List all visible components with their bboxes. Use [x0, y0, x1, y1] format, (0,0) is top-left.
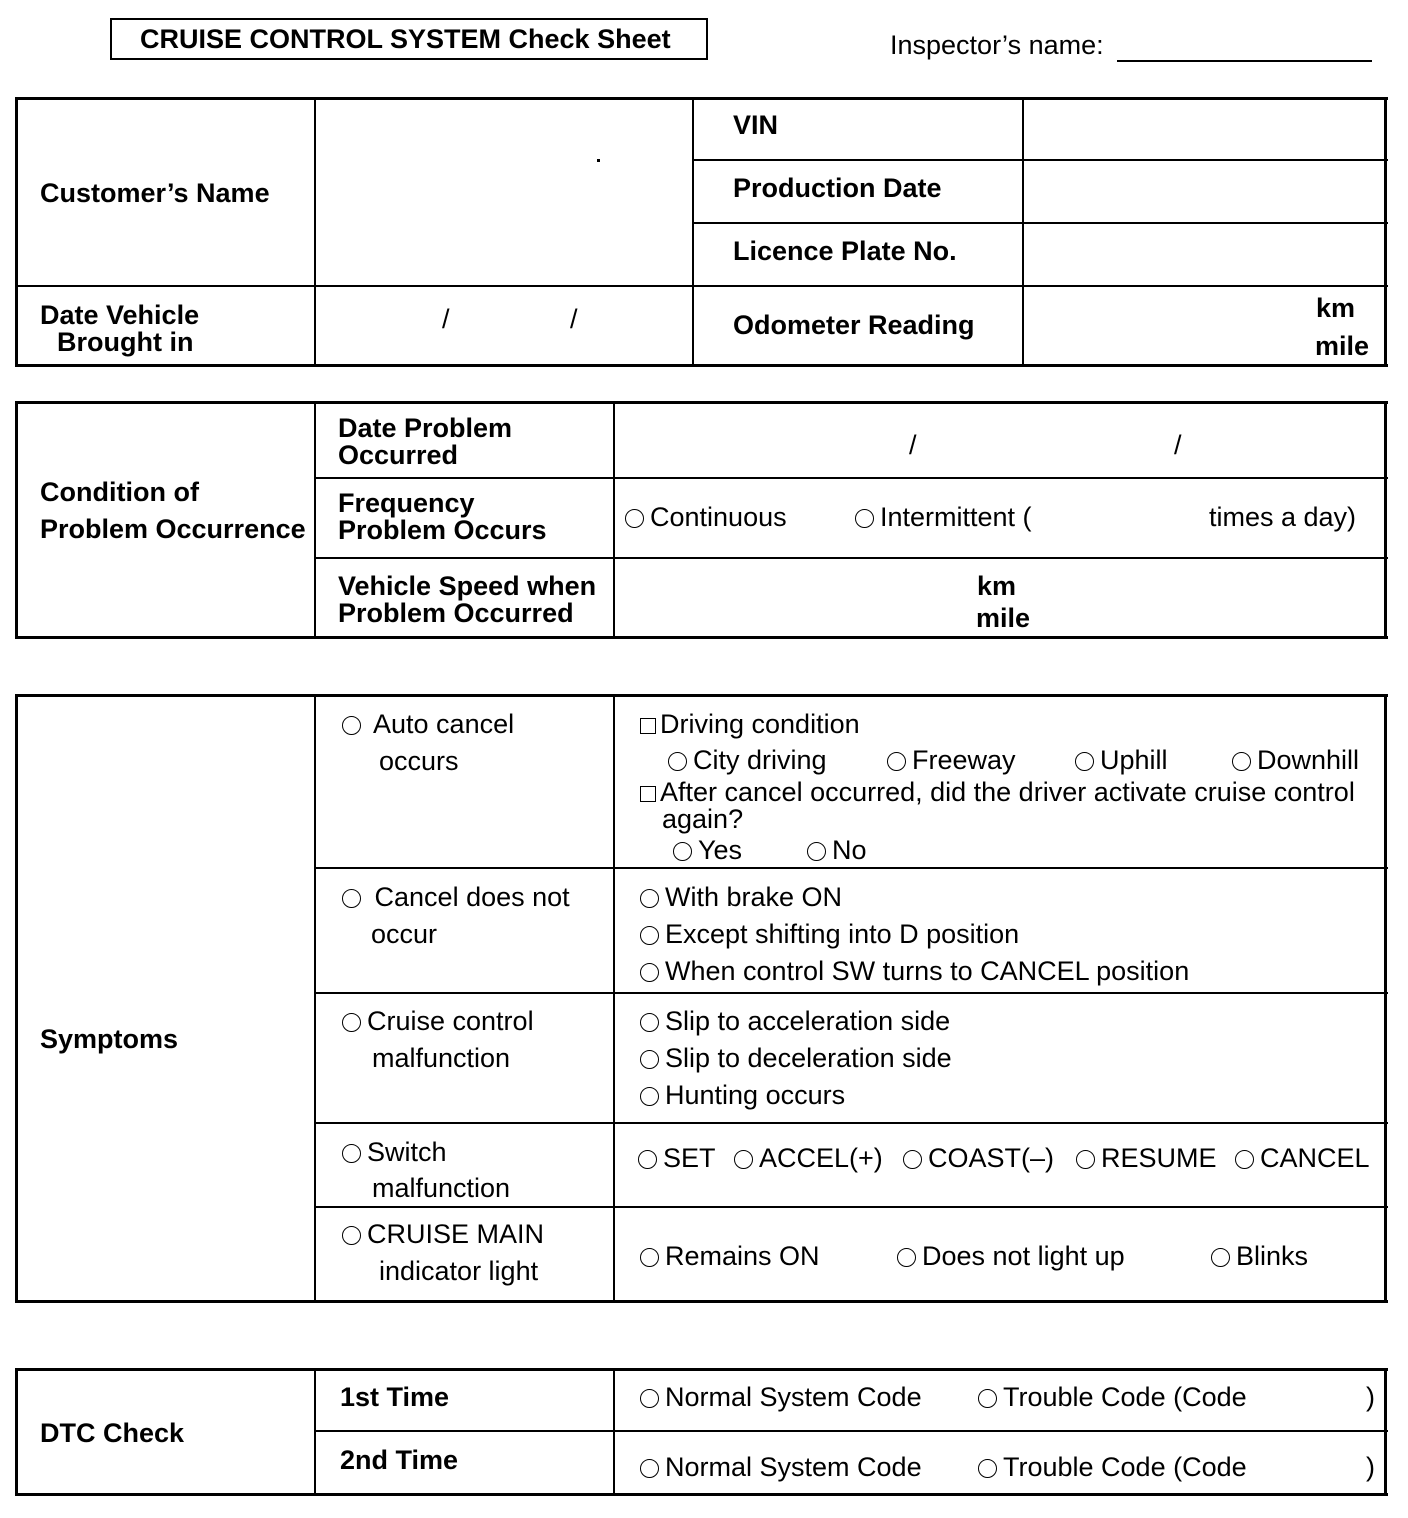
date-problem-label-2: Occurred	[338, 440, 459, 470]
radio-circle-icon	[734, 1150, 753, 1169]
licence-plate-label: Licence Plate No.	[733, 236, 957, 266]
condition-label-2: Problem Occurrence	[40, 514, 306, 544]
customer-name-label: Customer’s Name	[40, 178, 270, 208]
with-brake-option[interactable]: With brake ON	[640, 883, 842, 911]
radio-circle-icon	[1211, 1248, 1230, 1267]
switch-malfunction-option[interactable]: Switch	[342, 1138, 447, 1166]
radio-circle-icon	[668, 752, 687, 771]
first-trouble-code-field[interactable]	[1270, 1378, 1365, 1423]
radio-circle-icon	[342, 1144, 361, 1163]
radio-circle-icon	[897, 1248, 916, 1267]
date-brought-in-field[interactable]	[318, 289, 690, 362]
odometer-label: Odometer Reading	[733, 310, 975, 340]
customer-name-field[interactable]	[318, 102, 690, 283]
remains-on-option[interactable]: Remains ON	[640, 1242, 820, 1270]
odometer-field[interactable]	[1026, 289, 1306, 362]
date-brought-in-separator-1: /	[442, 304, 450, 334]
switch-resume-option[interactable]: RESUME	[1076, 1144, 1217, 1172]
malfunction-option[interactable]: Cruise control	[342, 1007, 534, 1035]
times-per-day-field[interactable]	[1050, 495, 1200, 540]
second-normal-code-option[interactable]: Normal System Code	[640, 1453, 922, 1481]
date-problem-separator-2: /	[1174, 430, 1182, 460]
reactivate-checkbox[interactable]: After cancel occurred, did the driver activate cruise control	[640, 778, 1355, 806]
checkbox-square-icon	[640, 786, 656, 802]
radio-circle-icon	[640, 1459, 659, 1478]
radio-circle-icon	[640, 1389, 659, 1408]
radio-circle-icon	[342, 1226, 361, 1245]
second-close-paren: )	[1366, 1452, 1375, 1482]
blinks-option[interactable]: Blinks	[1211, 1242, 1308, 1270]
date-problem-separator-1: /	[909, 430, 917, 460]
radio-circle-icon	[1235, 1150, 1254, 1169]
cancel-not-occur-label-2: occur	[371, 919, 438, 949]
switch-coast-option[interactable]: COAST(–)	[903, 1144, 1054, 1172]
page-title: CRUISE CONTROL SYSTEM Check Sheet	[140, 24, 671, 54]
radio-circle-icon	[342, 889, 361, 908]
except-shifting-option[interactable]: Except shifting into D position	[640, 920, 1019, 948]
indicator-light-label-2: indicator light	[379, 1256, 539, 1286]
inspector-name-field[interactable]	[1117, 60, 1372, 62]
condition-label-1: Condition of	[40, 477, 199, 507]
licence-plate-field[interactable]	[1026, 226, 1382, 283]
production-date-label: Production Date	[733, 173, 942, 203]
hunting-option[interactable]: Hunting occurs	[640, 1081, 845, 1109]
cancel-not-occur-option[interactable]: Cancel does not	[342, 883, 570, 911]
radio-circle-icon	[640, 963, 659, 982]
slip-deceleration-option[interactable]: Slip to deceleration side	[640, 1044, 952, 1072]
radio-circle-icon	[625, 509, 644, 528]
times-a-day-label: times a day)	[1209, 502, 1357, 532]
frequency-label-2: Problem Occurs	[338, 515, 547, 545]
yes-option[interactable]: Yes	[673, 836, 742, 864]
indicator-light-option[interactable]: CRUISE MAIN	[342, 1220, 544, 1248]
inspector-name-label: Inspector’s name:	[890, 30, 1104, 60]
radio-circle-icon	[673, 842, 692, 861]
second-trouble-code-field[interactable]	[1270, 1446, 1365, 1491]
radio-circle-icon	[1232, 752, 1251, 771]
speed-unit-km: km	[977, 571, 1017, 601]
speed-label-2: Problem Occurred	[338, 598, 574, 628]
freeway-option[interactable]: Freeway	[887, 746, 1016, 774]
radio-circle-icon	[978, 1389, 997, 1408]
auto-cancel-option[interactable]: Auto cancel	[342, 710, 514, 738]
radio-circle-icon	[640, 889, 659, 908]
date-problem-field[interactable]	[617, 405, 1382, 475]
driving-condition-checkbox[interactable]: Driving condition	[640, 710, 860, 738]
date-brought-in-label-1: Date Vehicle	[40, 300, 200, 330]
symptoms-label: Symptoms	[40, 1024, 179, 1054]
uphill-option[interactable]: Uphill	[1075, 746, 1168, 774]
first-normal-code-option[interactable]: Normal System Code	[640, 1383, 922, 1411]
dtc-first-time-label: 1st Time	[340, 1382, 450, 1412]
switch-cancel-option[interactable]: CANCEL	[1235, 1144, 1370, 1172]
switch-set-option[interactable]: SET	[638, 1144, 716, 1172]
speed-unit-mile: mile	[976, 603, 1031, 633]
radio-circle-icon	[638, 1150, 657, 1169]
city-driving-option[interactable]: City driving	[668, 746, 827, 774]
second-trouble-code-option[interactable]: Trouble Code (Code	[978, 1453, 1247, 1481]
stray-mark	[597, 159, 600, 162]
malfunction-label-2: malfunction	[372, 1043, 511, 1073]
radio-circle-icon	[640, 1087, 659, 1106]
first-close-paren: )	[1366, 1382, 1375, 1412]
continuous-option[interactable]: Continuous	[625, 503, 787, 531]
radio-circle-icon	[640, 1248, 659, 1267]
checkbox-square-icon	[640, 718, 656, 734]
vin-label: VIN	[733, 110, 779, 140]
first-trouble-code-option[interactable]: Trouble Code (Code	[978, 1383, 1247, 1411]
vin-field[interactable]	[1026, 102, 1382, 157]
slip-acceleration-option[interactable]: Slip to acceleration side	[640, 1007, 950, 1035]
speed-field[interactable]	[617, 561, 967, 634]
production-date-field[interactable]	[1026, 163, 1382, 220]
odometer-unit-km: km	[1316, 293, 1356, 323]
downhill-option[interactable]: Downhill	[1232, 746, 1359, 774]
radio-circle-icon	[640, 1013, 659, 1032]
radio-circle-icon	[1076, 1150, 1095, 1169]
switch-malfunction-label-2: malfunction	[372, 1173, 511, 1203]
speed-label-1: Vehicle Speed when	[338, 571, 597, 601]
radio-circle-icon	[342, 716, 361, 735]
frequency-label-1: Frequency	[338, 488, 475, 518]
radio-circle-icon	[1075, 752, 1094, 771]
radio-circle-icon	[342, 1013, 361, 1032]
radio-circle-icon	[978, 1459, 997, 1478]
auto-cancel-label-2: occurs	[379, 746, 459, 776]
no-option[interactable]: No	[807, 836, 867, 864]
odometer-unit-mile: mile	[1315, 331, 1370, 361]
dtc-second-time-label: 2nd Time	[340, 1445, 459, 1475]
date-brought-in-separator-2: /	[570, 304, 578, 334]
control-sw-cancel-option[interactable]: When control SW turns to CANCEL position	[640, 957, 1189, 985]
intermittent-option[interactable]: Intermittent (	[855, 503, 1032, 531]
does-not-light-option[interactable]: Does not light up	[897, 1242, 1125, 1270]
radio-circle-icon	[807, 842, 826, 861]
radio-circle-icon	[887, 752, 906, 771]
reactivate-label-2: again?	[662, 804, 744, 834]
date-brought-in-label-2: Brought in	[57, 327, 194, 357]
date-problem-label-1: Date Problem	[338, 413, 513, 443]
radio-circle-icon	[903, 1150, 922, 1169]
switch-accel-option[interactable]: ACCEL(+)	[734, 1144, 883, 1172]
radio-circle-icon	[640, 1050, 659, 1069]
dtc-check-label: DTC Check	[40, 1418, 185, 1448]
radio-circle-icon	[640, 926, 659, 945]
radio-circle-icon	[855, 509, 874, 528]
